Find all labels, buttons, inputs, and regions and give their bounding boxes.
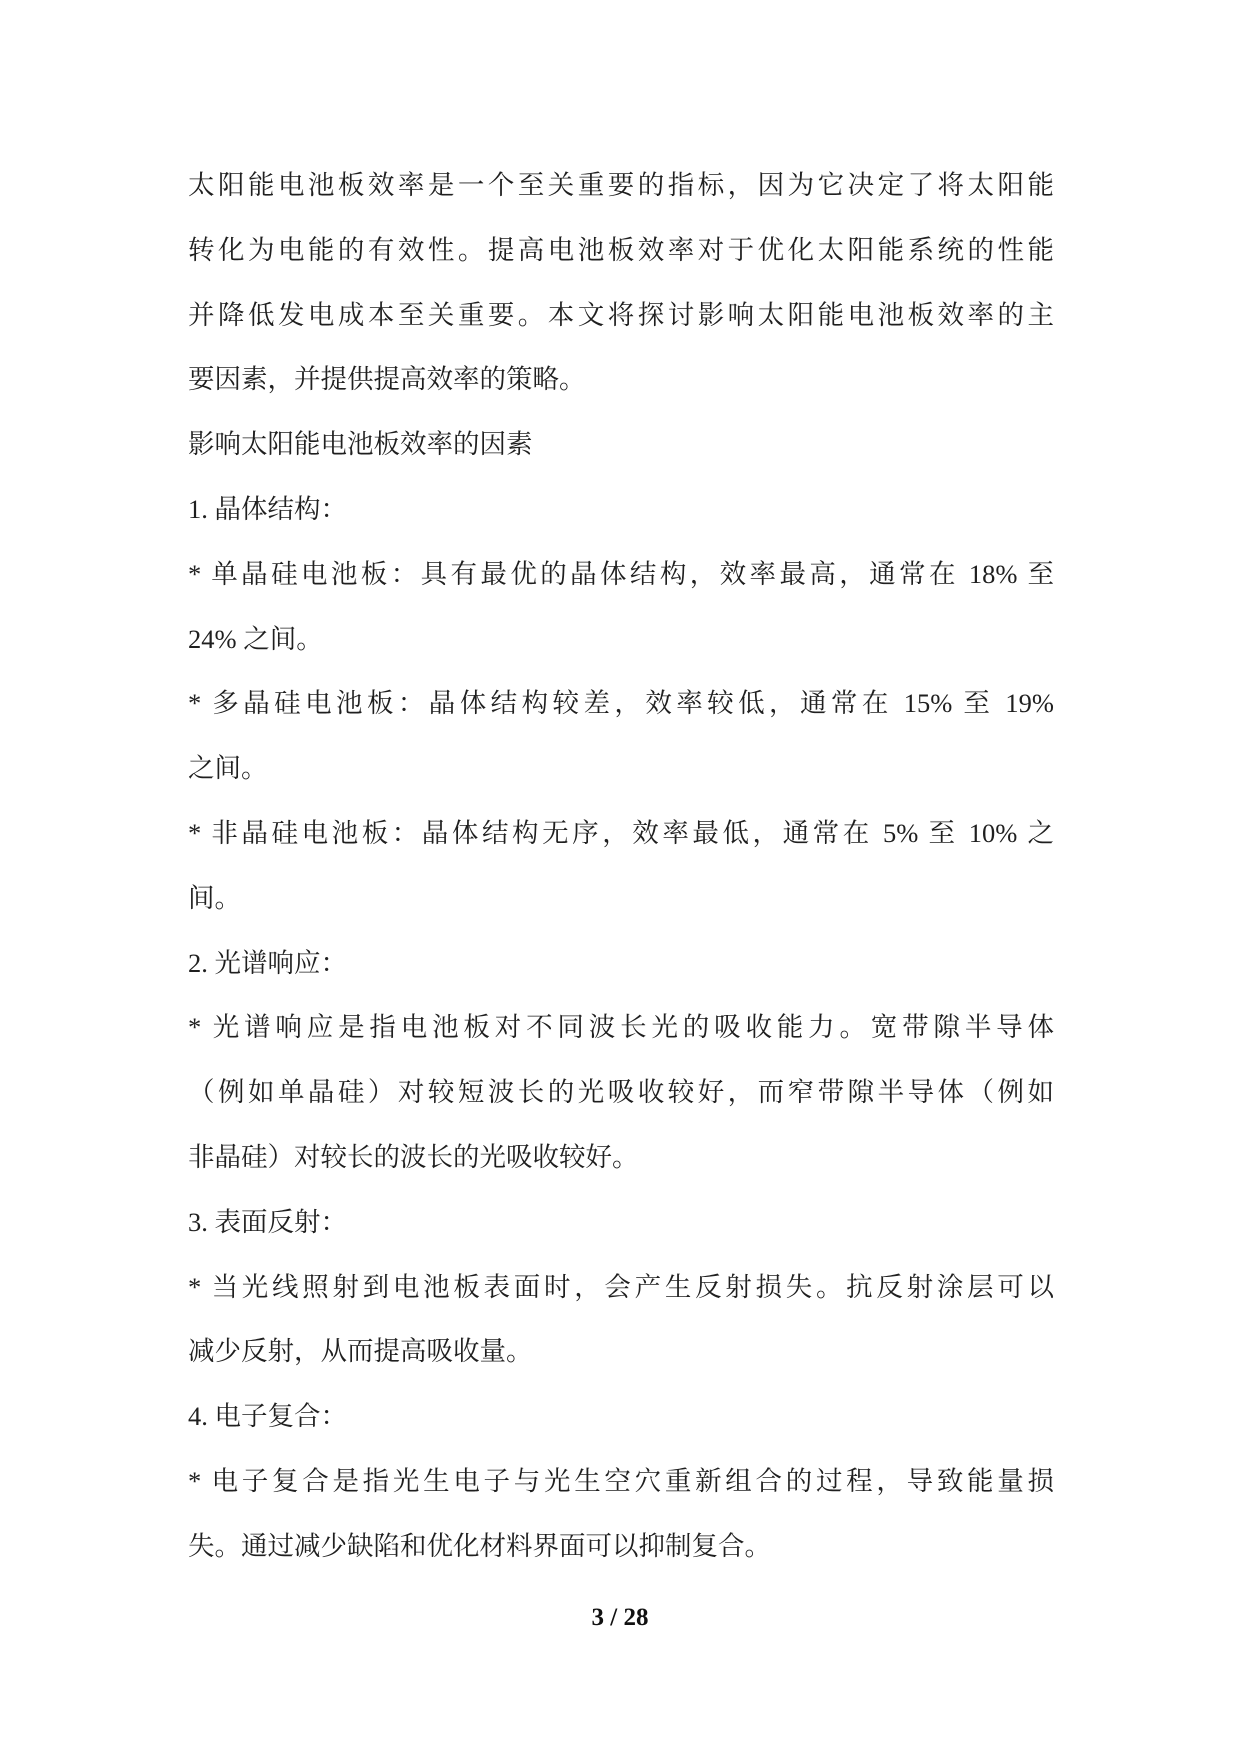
- bullet-line: * 多晶硅电池板：晶体结构较差，效率较低，通常在 15% 至 19%: [188, 688, 1054, 719]
- numbered-item: 3. 表面反射：: [188, 1206, 347, 1237]
- page-number: 3 / 28: [591, 1604, 649, 1631]
- bullet-line: * 电子复合是指光生电子与光生空穴重新组合的过程，导致能量损: [188, 1465, 1054, 1496]
- section-heading: 影响太阳能电池板效率的因素: [188, 429, 533, 460]
- paragraph-line: 之间。: [188, 753, 268, 784]
- paragraph-line: 失。通过减少缺陷和优化材料界面可以抑制复合。: [188, 1530, 771, 1561]
- paragraph-line: 转化为电能的有效性。提高电池板效率对于优化太阳能系统的性能: [188, 234, 1054, 265]
- bullet-line: * 单晶硅电池板：具有最优的晶体结构，效率最高，通常在 18% 至: [188, 558, 1054, 589]
- bullet-line: * 非晶硅电池板：晶体结构无序，效率最低，通常在 5% 至 10% 之: [188, 817, 1054, 848]
- paragraph-line: 非晶硅）对较长的波长的光吸收较好。: [188, 1141, 639, 1172]
- numbered-item: 2. 光谱响应：: [188, 947, 347, 978]
- paragraph-line: 减少反射，从而提高吸收量。: [188, 1336, 533, 1367]
- bullet-line: * 光谱响应是指电池板对不同波长光的吸收能力。宽带隙半导体: [188, 1012, 1054, 1043]
- numbered-item: 4. 电子复合：: [188, 1401, 347, 1432]
- paragraph-line: 要因素，并提供提高效率的策略。: [188, 364, 586, 395]
- paragraph-line: （例如单晶硅）对较短波长的光吸收较好，而窄带隙半导体（例如: [188, 1077, 1054, 1108]
- document-body: [188, 153, 1054, 1579]
- paragraph-line: 24% 之间。: [188, 623, 323, 654]
- numbered-item: 1. 晶体结构：: [188, 493, 347, 524]
- bullet-line: * 当光线照射到电池板表面时，会产生反射损失。抗反射涂层可以: [188, 1271, 1054, 1302]
- paragraph-line: 并降低发电成本至关重要。本文将探讨影响太阳能电池板效率的主: [188, 299, 1054, 330]
- paragraph-line: 间。: [188, 882, 241, 913]
- paragraph-line: 太阳能电池板效率是一个至关重要的指标，因为它决定了将太阳能: [188, 170, 1054, 200]
